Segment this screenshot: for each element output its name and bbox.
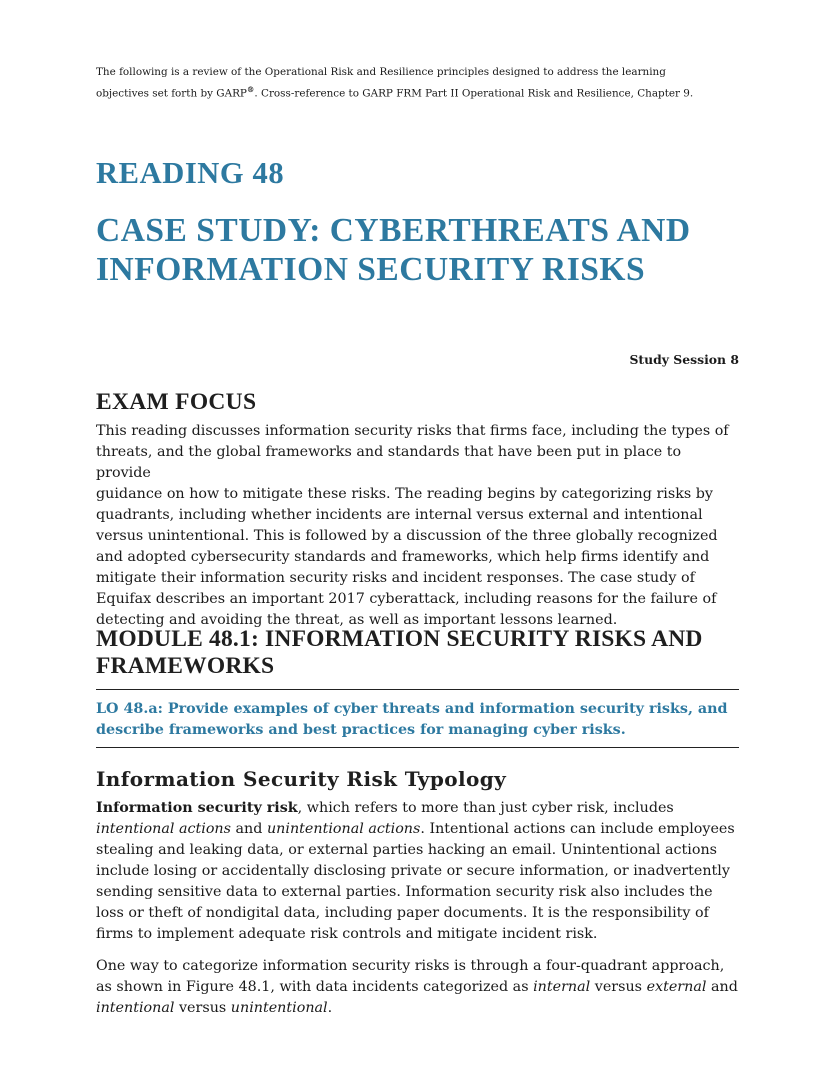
typology-p1-line-2	[96, 819, 739, 840]
intro-note	[96, 63, 739, 102]
study-session-label: Study Session 8	[629, 352, 739, 367]
term-internal: internal	[533, 979, 591, 995]
typology-p2-line-2-a: as shown in Figure 48.1, with data incidents categorized as	[96, 979, 534, 995]
module-heading	[96, 626, 756, 680]
exam-focus-line: threats, and the global frameworks and standards that have been put in place to provide	[96, 444, 682, 481]
reading-title	[96, 211, 756, 289]
reading-title-line-1: CASE STUDY: CYBERTHREATS AND	[96, 212, 691, 249]
typology-p1-line-4: include losing or accidentally disclosing private or secure information, or inadvertently	[96, 863, 730, 879]
exam-focus-paragraph	[96, 421, 739, 631]
typology-p1-line-1-rest: , which refers to more than just cyber risk, includes	[297, 800, 674, 816]
typology-p2-line-3	[96, 998, 739, 1019]
typology-p2-line-2-c: and	[706, 979, 738, 995]
exam-focus-line: Equifax describes an important 2017 cyberattack, including reasons for the failure of	[96, 591, 717, 607]
reading-title-line-2: INFORMATION SECURITY RISKS	[96, 251, 646, 288]
lo-top-rule	[96, 689, 739, 690]
module-heading-line-2: FRAMEWORKS	[96, 653, 275, 679]
exam-focus-line: quadrants, including whether incidents are internal versus external and intentional	[96, 507, 703, 523]
reading-number: READING 48	[96, 156, 285, 190]
intro-line-2	[96, 81, 739, 102]
learning-objective	[96, 699, 739, 741]
typology-p1-line-2-rest: . Intentional actions can include employees	[420, 821, 735, 837]
term-intentional-actions: intentional actions	[96, 821, 231, 837]
exam-focus-line: and adopted cybersecurity standards and frameworks, which help firms identify and	[96, 549, 710, 565]
typology-p1-line-7: firms to implement adequate risk controls and mitigate incident risk.	[96, 926, 598, 942]
term-intentional: intentional	[96, 1000, 175, 1016]
exam-focus-line: This reading discusses information security risks that firms face, including the types of	[96, 423, 729, 439]
typology-p1-line-5: sending sensitive data to external parties. Information security risk also includes the	[96, 884, 713, 900]
intro-line-1: The following is a review of the Operational Risk and Resilience principles designed to address the learning	[96, 66, 666, 78]
module-heading-line-1: MODULE 48.1: INFORMATION SECURITY RISKS AND	[96, 626, 703, 652]
typology-p1-line-2-and: and	[230, 821, 267, 837]
exam-focus-heading: EXAM FOCUS	[96, 389, 257, 415]
typology-paragraph-1	[96, 798, 739, 945]
typology-p1-line-1	[96, 798, 739, 819]
lo-bottom-rule	[96, 747, 739, 748]
term-unintentional: unintentional	[230, 1000, 328, 1016]
typology-p1-line-6: loss or theft of nondigital data, including paper documents. It is the responsibility of	[96, 905, 709, 921]
typology-p2-line-2	[96, 977, 739, 998]
term-unintentional-actions: unintentional actions	[266, 821, 421, 837]
intro-line-2-start: objectives set forth by GARP	[96, 87, 247, 100]
exam-focus-line: mitigate their information security risks and incident responses. The case study of	[96, 570, 695, 586]
typology-p2-line-3-c: .	[327, 1000, 333, 1016]
exam-focus-line: guidance on how to mitigate these risks. The reading begins by categorizing risks by	[96, 486, 713, 502]
typology-p2-line-3-b: versus	[174, 1000, 231, 1016]
typology-p1-line-3: stealing and leaking data, or external parties hacking an email. Unintentional actions	[96, 842, 718, 858]
exam-focus-line: detecting and avoiding the threat, as well as important lessons learned.	[96, 612, 618, 628]
term-external: external	[646, 979, 707, 995]
typology-p2-line-1: One way to categorize information security risks is through a four-quadrant approach,	[96, 958, 725, 974]
learning-objective-line-2: describe frameworks and best practices for managing cyber risks.	[96, 722, 626, 738]
learning-objective-line-1: LO 48.a: Provide examples of cyber threats and information security risks, and	[96, 701, 728, 717]
typology-heading: Information Security Risk Typology	[96, 767, 507, 791]
typology-paragraph-2	[96, 956, 739, 1019]
registered-mark: ®	[246, 85, 255, 94]
typology-p2-line-2-b: versus	[590, 979, 647, 995]
intro-line-2-end: . Cross-reference to GARP FRM Part II Operational Risk and Resilience, Chapter 9.	[254, 87, 694, 100]
exam-focus-line: versus unintentional. This is followed by a discussion of the three globally recognized	[96, 528, 718, 544]
term-information-security-risk: Information security risk	[96, 800, 298, 816]
